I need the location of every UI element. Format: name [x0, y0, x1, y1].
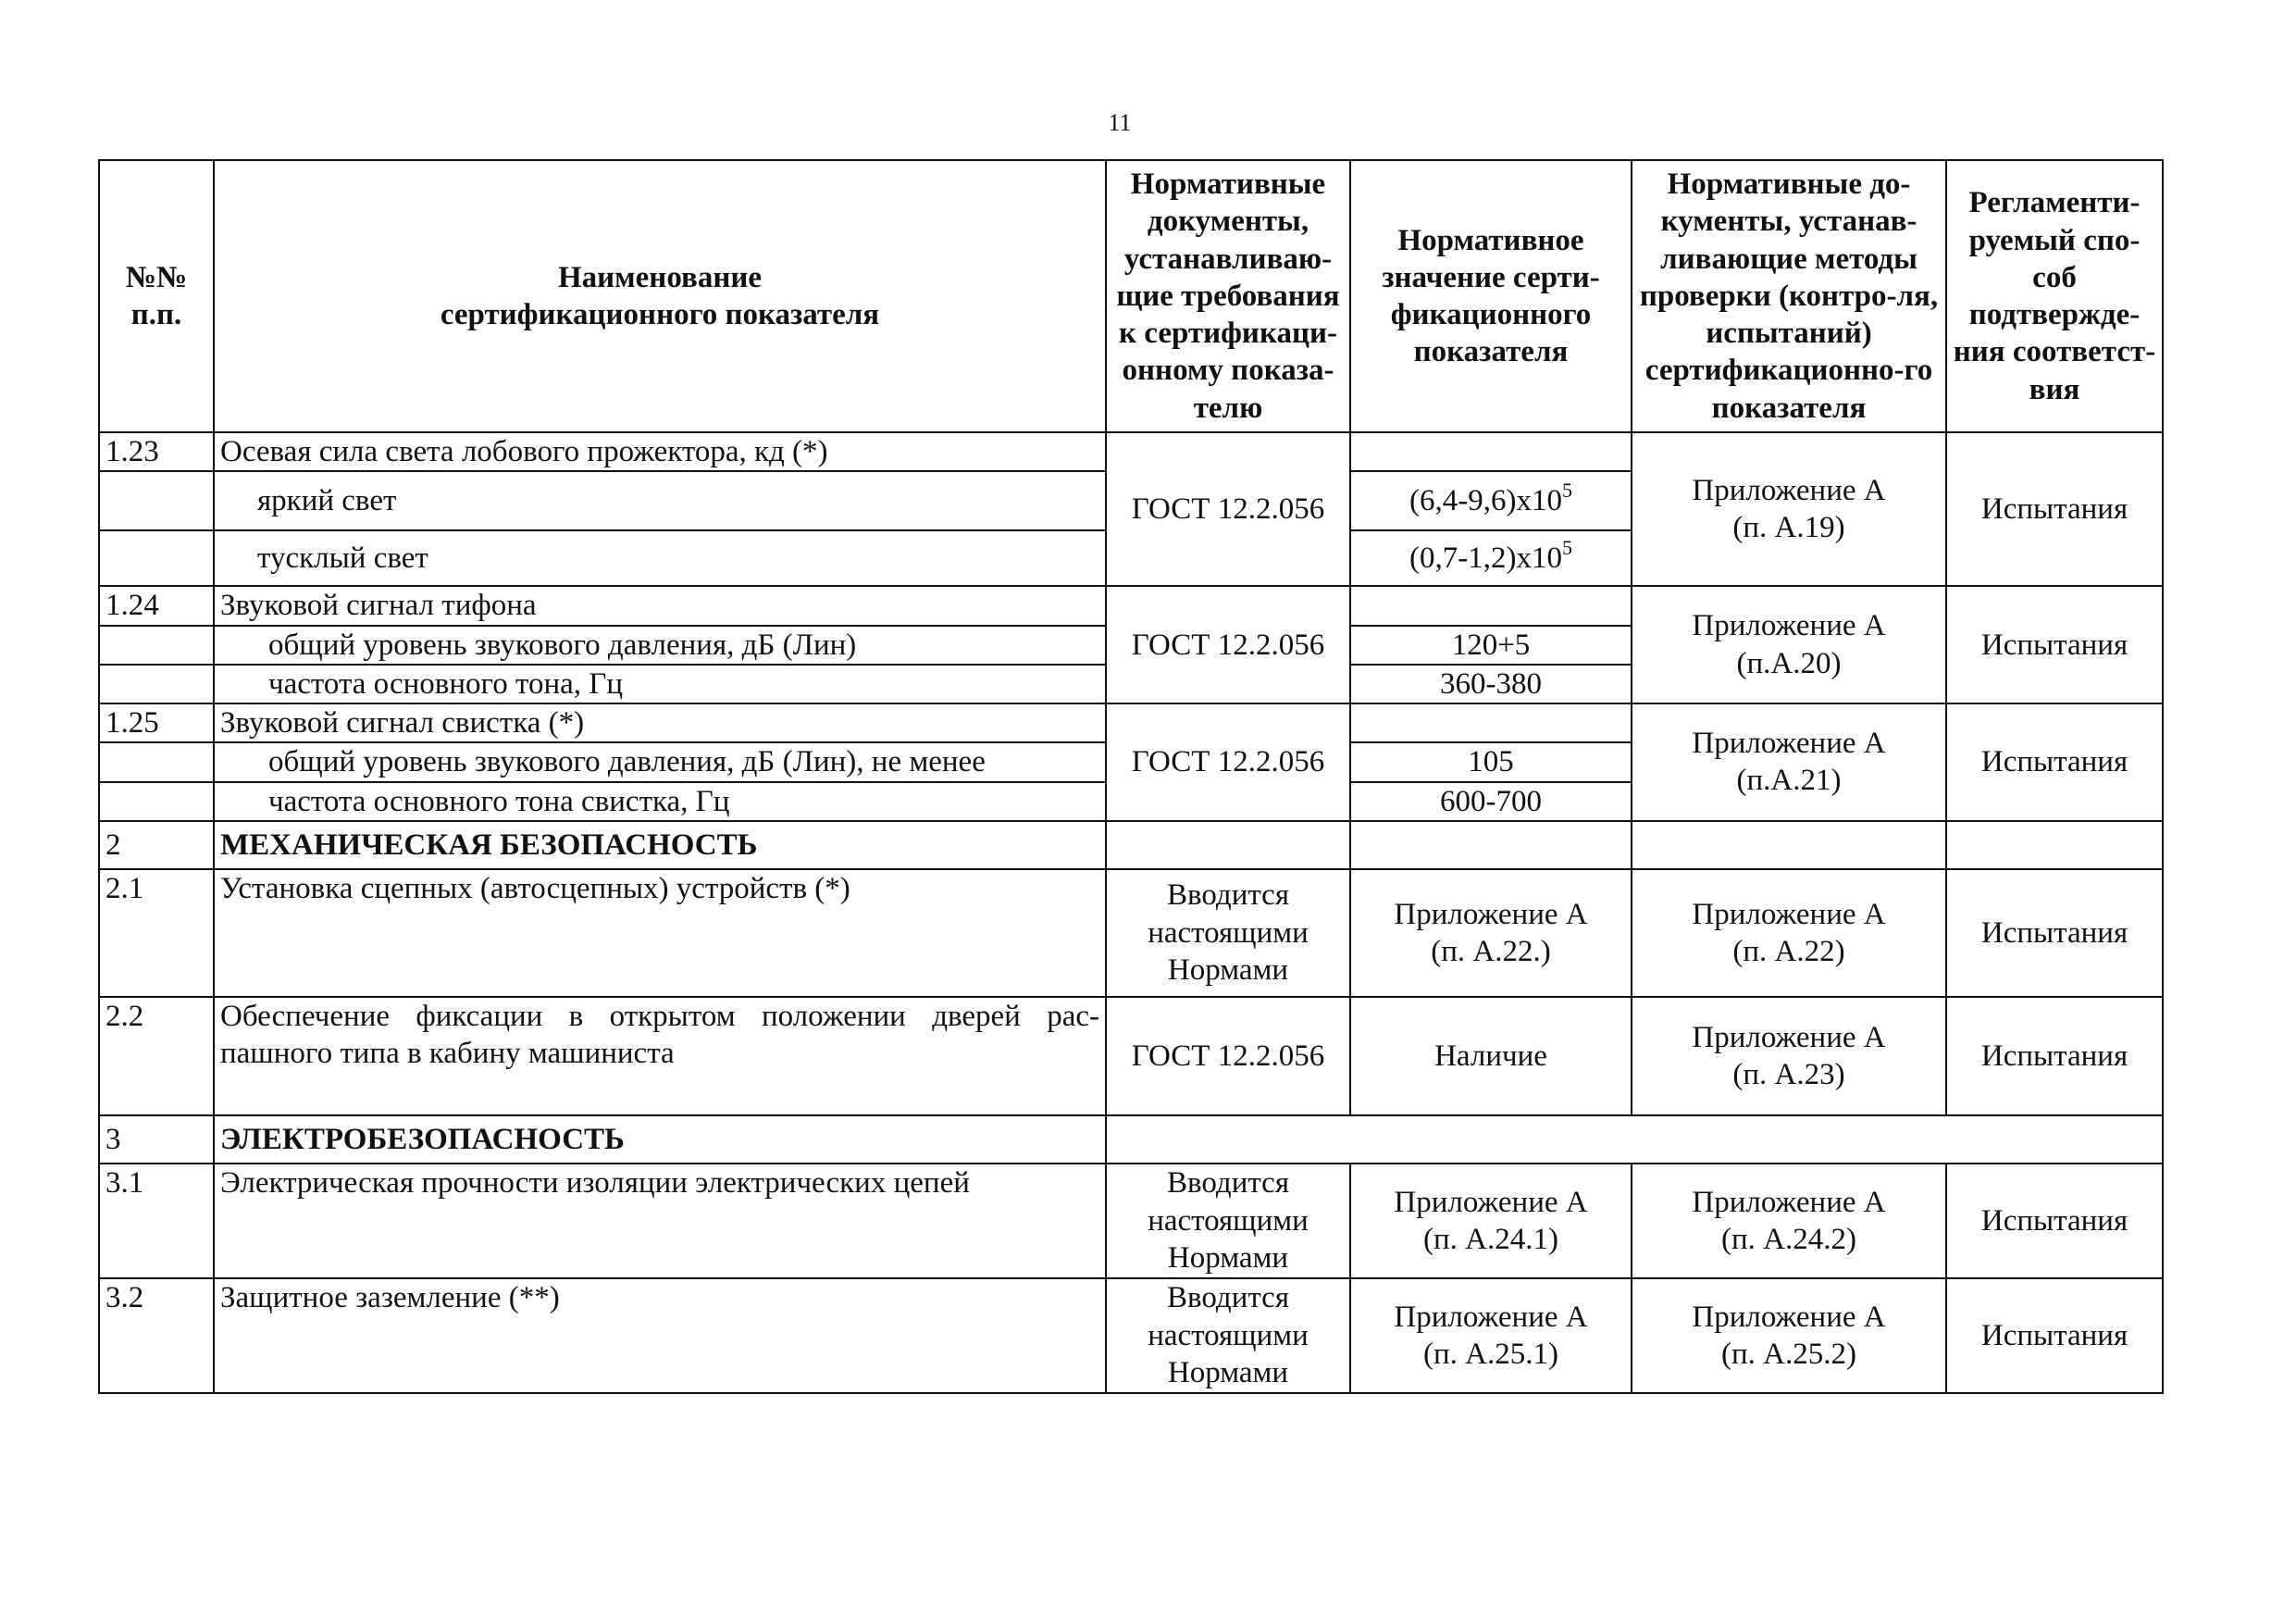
- empty-cell: [1632, 821, 1946, 869]
- test-method-line1: Приложение А: [1692, 1185, 1886, 1219]
- test-method: [1632, 1278, 1946, 1393]
- certification-table: [98, 159, 2164, 1394]
- norm-value: [1350, 471, 1632, 530]
- empty-cell: [1350, 821, 1632, 869]
- section-row: [99, 1115, 2163, 1164]
- indicator-name: [214, 997, 1106, 1115]
- normative-doc: ГОСТ 12.2.056: [1106, 586, 1350, 703]
- section-title: МЕХАНИЧЕСКАЯ БЕЗОПАСНОСТЬ: [214, 821, 1106, 869]
- test-method-line2: (п.А.21): [1736, 764, 1842, 798]
- normative-doc-line3: Нормами: [1167, 1355, 1289, 1389]
- norm-value-line2: (п. А.24.1): [1423, 1222, 1558, 1256]
- table-row: [99, 1278, 2163, 1393]
- indicator-name-line1: Обеспечение фиксации в открытом положении дверей рас-: [220, 999, 1099, 1033]
- confirmation-method: Испытания: [1946, 1278, 2163, 1393]
- normative-doc: [1106, 1278, 1350, 1393]
- norm-value-line2: (п. А.25.1): [1423, 1337, 1558, 1371]
- row-number-empty: [99, 626, 214, 665]
- row-number-empty: [99, 665, 214, 703]
- indicator-subitem: частота основного тона свистка, Гц: [214, 782, 1106, 821]
- confirmation-method: Испытания: [1946, 703, 2163, 821]
- test-method-line2: (п.А.20): [1736, 646, 1842, 680]
- norm-value-empty: [1350, 586, 1632, 625]
- confirmation-method: Испытания: [1946, 586, 2163, 703]
- normative-doc-line2: настоящими: [1148, 1318, 1309, 1352]
- row-number-empty: [99, 530, 214, 586]
- empty-cell: [1106, 1115, 2163, 1164]
- norm-value: [1350, 530, 1632, 586]
- indicator-subitem: яркий свет: [214, 471, 1106, 530]
- norm-value-line2: (п. А.22.): [1431, 934, 1551, 968]
- section-title: ЭЛЕКТРОБЕЗОПАСНОСТЬ: [214, 1115, 1106, 1164]
- normative-doc-line1: Вводится: [1166, 1281, 1290, 1315]
- header-row: [99, 160, 2163, 432]
- table-row: [99, 703, 2163, 742]
- row-number: 1.24: [99, 586, 214, 625]
- indicator-subitem: общий уровень звукового давления, дБ (Лин), не менее: [214, 742, 1106, 781]
- indicator-name: Осевая сила света лобового прожектора, кд (*): [214, 432, 1106, 471]
- header-name: [214, 160, 1106, 432]
- norm-value: Наличие: [1350, 997, 1632, 1115]
- confirmation-method: Испытания: [1946, 997, 2163, 1115]
- norm-value-empty: [1350, 432, 1632, 471]
- normative-doc-line1: Вводится: [1166, 878, 1290, 913]
- normative-doc: [1106, 869, 1350, 997]
- test-method-line2: (п. А.25.2): [1721, 1337, 1856, 1371]
- test-method: [1632, 997, 1946, 1115]
- header-docs-requirements: Нормативные документы, устанавливаю-щие требования к сертификаци-онному показа-телю: [1106, 160, 1350, 432]
- header-docs-methods: Нормативные до-кументы, устанав-ливающие методы проверки (контро-ля, испытаний) сертификационно-го показателя: [1632, 160, 1946, 432]
- normative-doc: [1106, 1164, 1350, 1278]
- norm-value-exponent: 5: [1561, 536, 1572, 560]
- test-method-line1: Приложение А: [1692, 1300, 1886, 1334]
- norm-value-exponent: 5: [1561, 479, 1572, 503]
- row-number: 2.2: [99, 997, 214, 1115]
- norm-value: 600-700: [1350, 782, 1632, 821]
- indicator-name: Электрическая прочности изоляции электрических цепей: [214, 1164, 1106, 1278]
- header-confirmation: Регламенти-руемый спо-соб подтвержде-ния соответст-вия: [1946, 160, 2163, 432]
- confirmation-method: Испытания: [1946, 432, 2163, 586]
- indicator-subitem: общий уровень звукового давления, дБ (Лин): [214, 626, 1106, 665]
- page-number: 11: [1108, 109, 1132, 136]
- norm-value: [1350, 869, 1632, 997]
- test-method-line1: Приложение А: [1692, 897, 1886, 931]
- test-method: [1632, 869, 1946, 997]
- indicator-name: Звуковой сигнал тифона: [214, 586, 1106, 625]
- norm-value-base: (0,7-1,2)х10: [1409, 541, 1562, 576]
- row-number-empty: [99, 782, 214, 821]
- empty-cell: [1106, 821, 1350, 869]
- test-method: [1632, 586, 1946, 703]
- row-number: 2.1: [99, 869, 214, 997]
- test-method-line2: (п. А.22): [1732, 934, 1845, 968]
- row-number: 1.25: [99, 703, 214, 742]
- norm-value: 360-380: [1350, 665, 1632, 703]
- confirmation-method: Испытания: [1946, 869, 2163, 997]
- row-number-empty: [99, 742, 214, 781]
- normative-doc-line3: Нормами: [1167, 952, 1289, 987]
- table-row: [99, 432, 2163, 471]
- norm-value-line1: Приложение А: [1394, 1185, 1588, 1219]
- test-method-line1: Приложение А: [1692, 609, 1886, 643]
- empty-cell: [1946, 821, 2163, 869]
- header-name-line2: сертификационного показателя: [440, 298, 880, 331]
- norm-value: 120+5: [1350, 626, 1632, 665]
- norm-value-empty: [1350, 703, 1632, 742]
- normative-doc: ГОСТ 12.2.056: [1106, 997, 1350, 1115]
- norm-value-line1: Приложение А: [1394, 1300, 1588, 1334]
- norm-value: 105: [1350, 742, 1632, 781]
- table-row: [99, 869, 2163, 997]
- test-method: [1632, 1164, 1946, 1278]
- table-row: [99, 586, 2163, 625]
- confirmation-method: Испытания: [1946, 1164, 2163, 1278]
- test-method-line1: Приложение А: [1692, 1020, 1886, 1054]
- section-row: [99, 821, 2163, 869]
- table-row: [99, 1164, 2163, 1278]
- test-method-line2: (п. А.19): [1732, 511, 1845, 545]
- norm-value: [1350, 1164, 1632, 1278]
- test-method-line2: (п. А.23): [1732, 1057, 1845, 1091]
- norm-value-line1: Приложение А: [1394, 897, 1588, 931]
- indicator-subitem: тусклый свет: [214, 530, 1106, 586]
- header-num: №№ п.п.: [99, 160, 214, 432]
- norm-value-base: (6,4-9,6)х10: [1409, 484, 1562, 518]
- normative-doc-line1: Вводится: [1166, 1166, 1290, 1201]
- test-method-line1: Приложение А: [1692, 727, 1886, 761]
- normative-doc: ГОСТ 12.2.056: [1106, 432, 1350, 586]
- indicator-name: Звуковой сигнал свистка (*): [214, 703, 1106, 742]
- header-name-line1: Наименование: [558, 260, 762, 294]
- row-number: 1.23: [99, 432, 214, 471]
- row-number: 3.2: [99, 1278, 214, 1393]
- normative-doc: ГОСТ 12.2.056: [1106, 703, 1350, 821]
- indicator-name: Установка сцепных (автосцепных) устройств (*): [214, 869, 1106, 997]
- normative-doc-line3: Нормами: [1167, 1240, 1289, 1275]
- indicator-subitem: частота основного тона, Гц: [214, 665, 1106, 703]
- section-number: 2: [99, 821, 214, 869]
- indicator-name-line2: пашного типа в кабину машиниста: [220, 1037, 675, 1070]
- test-method-line1: Приложение А: [1692, 473, 1886, 507]
- section-number: 3: [99, 1115, 214, 1164]
- row-number: 3.1: [99, 1164, 214, 1278]
- header-norm-value: Нормативное значение серти-фикационного показателя: [1350, 160, 1632, 432]
- indicator-name: Защитное заземление (**): [214, 1278, 1106, 1393]
- test-method: [1632, 432, 1946, 586]
- test-method-line2: (п. А.24.2): [1721, 1222, 1856, 1256]
- test-method: [1632, 703, 1946, 821]
- normative-doc-line2: настоящими: [1148, 915, 1309, 950]
- norm-value: [1350, 1278, 1632, 1393]
- normative-doc-line2: настоящими: [1148, 1203, 1309, 1238]
- table-row: [99, 997, 2163, 1115]
- row-number-empty: [99, 471, 214, 530]
